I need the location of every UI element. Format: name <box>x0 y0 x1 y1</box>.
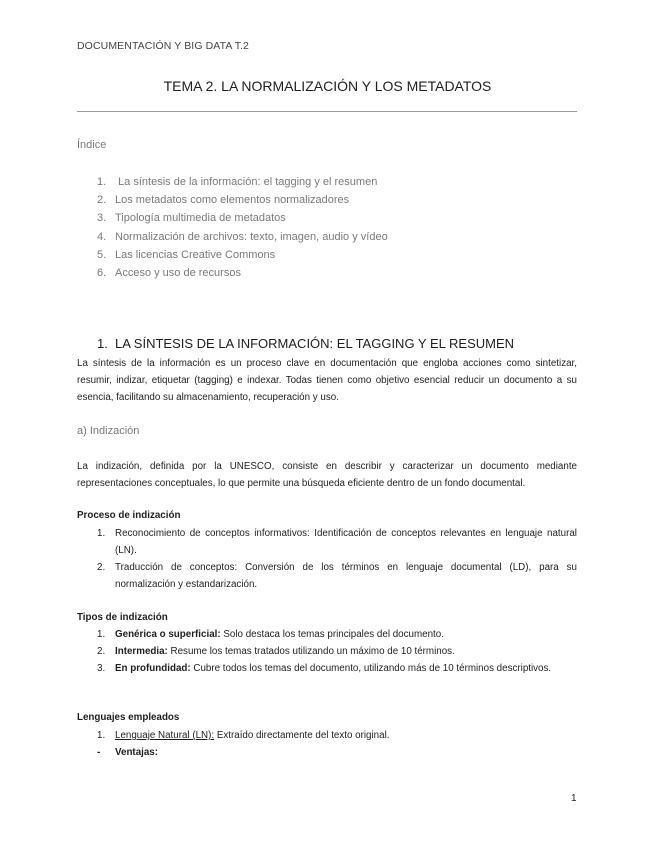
intro-paragraph: La síntesis de la información es un proceso clave en documentación que engloba acciones como sintetizar, resumir, indizar, etiquetar (tagging) e indexar. Todas tienen como objetivo esencial reducir un documento a su esencia, facilitando su almacenamiento, recuperación y uso. <box>77 358 577 403</box>
list-item <box>97 727 577 744</box>
lenguajes-list <box>97 727 577 761</box>
list-item-term: En profundidad: <box>115 663 191 674</box>
toc-item[interactable] <box>97 228 388 246</box>
proceso-list <box>97 525 577 593</box>
toc-item-number: 2. <box>97 194 107 207</box>
definition-paragraph: La indización, definida por la UNESCO, consiste en describir y caracterizar un documento mediante representaciones conceptuales, lo que permite una búsqueda eficiente dentro de un fondo documental. <box>77 461 577 489</box>
toc-item-label: Tipología multimedia de metadatos <box>115 212 286 225</box>
toc-item-number: 4. <box>97 230 107 243</box>
section-title: LA SÍNTESIS DE LA INFORMACIÓN: EL TAGGING Y EL RESUMEN <box>115 336 515 351</box>
proceso-label: Proceso de indización <box>77 510 181 521</box>
index-heading: Índice <box>77 139 107 151</box>
table-of-contents <box>97 173 388 282</box>
list-item-text: Cubre todos los temas del documento, utilizando más de 10 términos descriptivos. <box>190 663 552 674</box>
page-header: DOCUMENTACIÓN Y BIG DATA T.2 <box>77 40 249 52</box>
list-item-text: Solo destaca los temas principales del documento. <box>220 629 444 640</box>
toc-item[interactable] <box>97 264 388 282</box>
list-item <box>97 626 577 643</box>
list-item-text: Resume los temas tratados utilizando un máximo de 10 términos. <box>167 646 455 657</box>
subsection-heading: a) Indización <box>77 425 140 437</box>
list-item <box>97 744 577 761</box>
toc-item-number: 1. <box>97 176 107 188</box>
toc-item-label: Los metadatos como elementos normalizadores <box>115 194 350 207</box>
tipos-list <box>97 626 577 677</box>
list-item <box>97 660 577 677</box>
toc-item[interactable] <box>97 209 388 227</box>
list-item-number: 1. <box>97 528 106 539</box>
title-divider <box>77 111 577 112</box>
list-item-number: 2. <box>97 562 106 573</box>
lenguajes-label: Lenguajes empleados <box>77 712 180 723</box>
list-item-number: 1. <box>97 629 106 640</box>
toc-item-label: La síntesis de la información: el tagging y el resumen <box>115 176 378 188</box>
toc-item[interactable] <box>97 191 388 209</box>
toc-item-number: 5. <box>97 248 107 261</box>
list-item-text: Traducción de conceptos: Conversión de los términos en lenguaje documental (LD), para su normalización y estandarización. <box>115 562 577 590</box>
page-number: 1 <box>571 793 577 804</box>
list-item-term: Intermedia: <box>115 646 168 657</box>
toc-item-number: 6. <box>97 266 107 279</box>
list-item-term: Genérica o superficial: <box>115 629 221 640</box>
tipos-label: Tipos de indización <box>77 612 168 623</box>
list-item-text: Extraído directamente del texto original. <box>214 730 390 741</box>
list-item-number: 2. <box>97 646 106 657</box>
list-item-term: Ventajas: <box>115 747 159 758</box>
toc-item-label: Normalización de archivos: texto, imagen, audio y vídeo <box>115 230 388 243</box>
list-item-text: Reconocimiento de conceptos informativos: Identificación de conceptos relevantes en lenguaje natural (LN). <box>115 528 577 556</box>
section-number: 1. <box>97 336 108 351</box>
document-title: TEMA 2. LA NORMALIZACIÓN Y LOS METADATOS <box>163 78 492 94</box>
toc-item-label: Las licencias Creative Commons <box>115 248 276 261</box>
toc-item-label: Acceso y uso de recursos <box>115 266 241 279</box>
list-item-term: Lenguaje Natural (LN): <box>115 730 215 741</box>
list-item <box>97 559 577 593</box>
toc-item-number: 3. <box>97 212 107 225</box>
list-item <box>97 643 577 660</box>
section-heading <box>97 336 514 351</box>
list-item-number: 1. <box>97 730 106 741</box>
list-item-number: 3. <box>97 663 106 674</box>
toc-item[interactable] <box>97 246 388 264</box>
list-item <box>97 525 577 559</box>
list-item-bullet: - <box>97 747 101 758</box>
toc-item[interactable] <box>97 173 388 191</box>
